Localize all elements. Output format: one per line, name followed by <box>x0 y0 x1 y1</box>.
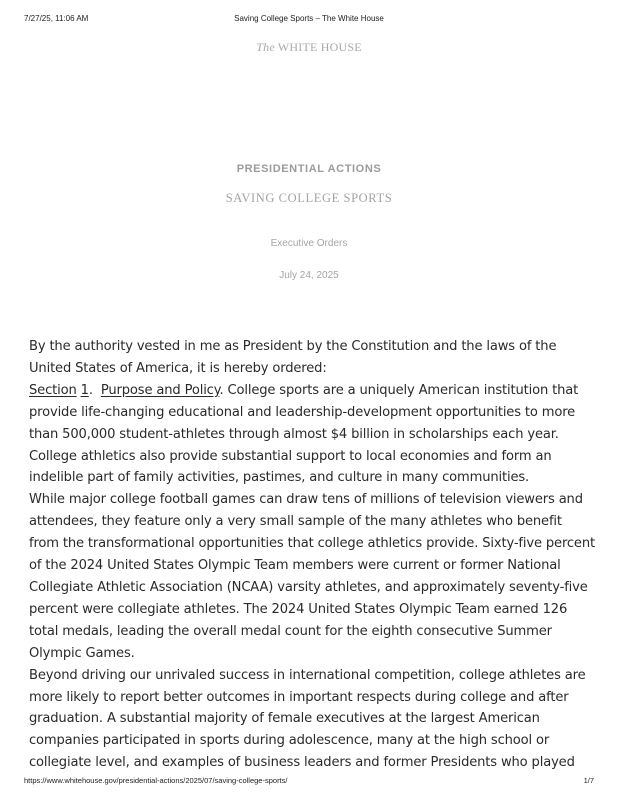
print-datetime: 7/27/25, 11:06 AM <box>24 14 89 23</box>
publish-date: July 24, 2025 <box>279 270 339 281</box>
white-house-logo[interactable] <box>0 40 618 55</box>
section-label: Section <box>29 382 77 398</box>
article-body <box>29 336 595 774</box>
section-text: . College sports are a uniquely American institution that provide life-changing educational and leadership-development opportunities to more than 500,000 student-athletes through almost $4 billion in scholarships each year. College athletics also provide substantial support to local economies and form an indelible part of family activities, pastimes, and culture in many communities. <box>29 382 579 486</box>
print-footer <box>24 776 594 788</box>
print-page-title: Saving College Sports – The White House <box>234 14 384 23</box>
print-url: https://www.whitehouse.gov/presidential-actions/2025/07/saving-college-sports/ <box>24 776 288 785</box>
section-1-paragraph <box>29 380 595 490</box>
section-heading: Purpose and Policy <box>100 382 220 398</box>
page-title: SAVING COLLEGE SPORTS <box>225 191 393 205</box>
paragraph-2: While major college football games can draw tens of millions of television viewers and attendees, they feature only a very small sample of the many athletes who benefit from the transformational opportunities that college athletics provide. Sixty-five percent of the 2024 United States Olympic Team members were current or former National Collegiate Athletic Association (NCAA) varsity athletes, and approximately seventy-five percent were collegiate athletes. The 2024 United States Olympic Team earned 126 total medals, leading the overall medal count for the eighth consecutive Summer Olympic Games. <box>29 492 595 661</box>
section-number: 1 <box>80 382 89 398</box>
doc-type-link[interactable]: Executive Orders <box>270 238 348 249</box>
logo-white-house: WHITE HOUSE <box>277 40 362 54</box>
paragraph-3: Beyond driving our unrivaled success in international competition, college athletes are more likely to report better outcomes in important respects during college and after graduation. A substantial majority of female executives at the largest American companies participated in sports during adolescence, many at the high school or collegiate level, and examples of business leaders and former Presidents who played <box>29 667 586 771</box>
section-separator: . <box>88 382 101 398</box>
page-number: 1/7 <box>583 776 594 785</box>
article-category: PRESIDENTIAL ACTIONS <box>236 163 382 175</box>
logo-the: The <box>256 40 275 54</box>
intro-paragraph: By the authority vested in me as President by the Constitution and the laws of the United States of America, it is hereby ordered: <box>29 339 557 376</box>
print-header <box>24 14 594 26</box>
